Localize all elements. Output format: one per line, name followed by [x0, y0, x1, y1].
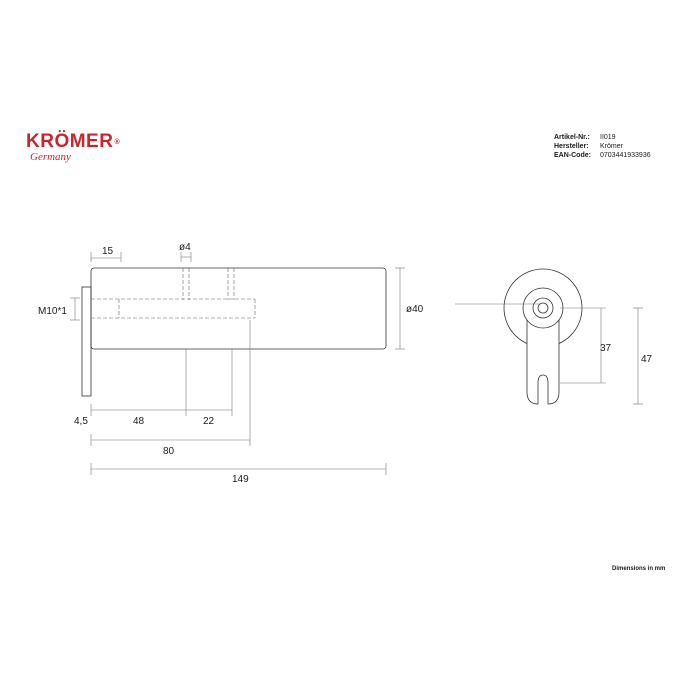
dim-m10: M10*1 — [38, 306, 67, 317]
dim-48: 48 — [133, 416, 145, 427]
units-note: Dimensions in mm — [612, 566, 666, 572]
dim-22: 22 — [203, 416, 215, 427]
bracket-ring — [523, 288, 563, 328]
info-row-article: Artikel-Nr.: II019 — [554, 134, 616, 141]
dim-phi4: ø4 — [179, 242, 191, 253]
dim-4-5: 4,5 — [74, 416, 88, 427]
side-view — [82, 268, 386, 396]
side-dim-lines — [70, 252, 405, 475]
front-view — [504, 269, 582, 404]
info-row-manufacturer: Hersteller: Krömer — [554, 143, 623, 150]
dim-47: 47 — [641, 354, 653, 365]
cylinder-body — [91, 268, 386, 349]
mounting-bracket — [527, 318, 559, 404]
dim-37: 37 — [600, 343, 612, 354]
dim-149: 149 — [232, 474, 249, 485]
wall-plate — [82, 287, 91, 396]
info-row-ean: EAN-Code: 0703441933936 — [554, 152, 651, 159]
logo-subtitle: Germany — [30, 151, 71, 163]
dim-15: 15 — [102, 246, 114, 257]
dim-phi40: ø40 — [406, 304, 424, 315]
logo-wordmark: KRÖMER® — [26, 131, 121, 152]
dim-80: 80 — [163, 446, 175, 457]
hidden-bore — [91, 268, 255, 318]
